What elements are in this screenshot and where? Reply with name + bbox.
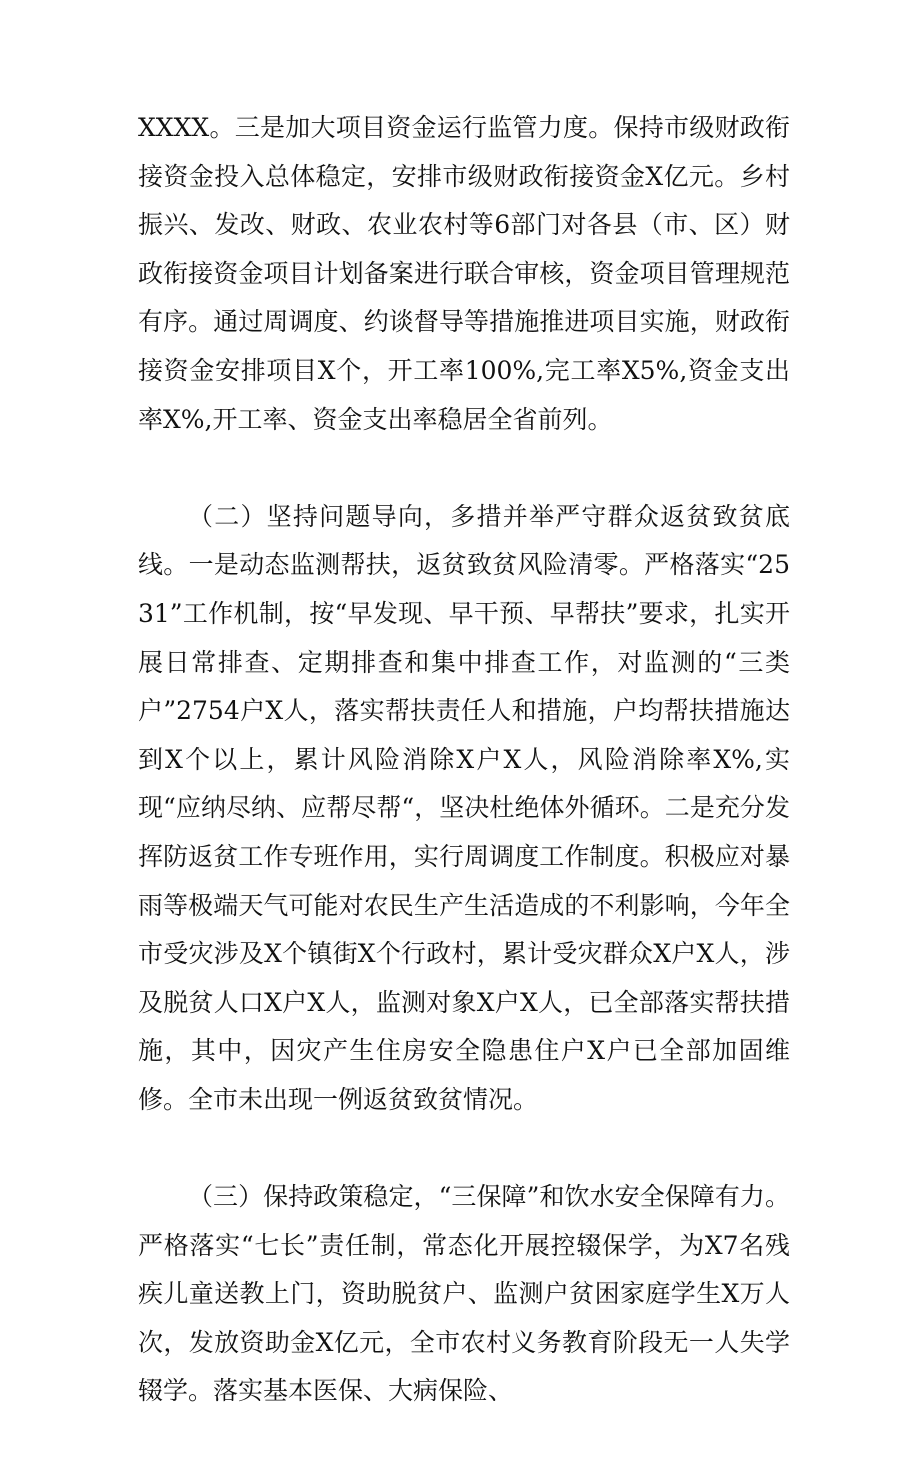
paragraph-project-funds: XXXX。三是加大项目资金运行监管力度。保持市级财政衔接资金投入总体稳定，安排市级财政衔接资金X亿元。乡村振兴、发改、财政、农业农村等6部门对各县（市、区）财政衔接资金项目计划备案进行联合审核，资金项目管理规范有序。通过周调度、约谈督导等措施推进项目实施，财政衔接资金安排项目X个，开工率100%,完工率X5%,资金支出率X%,开工率、资金支出率稳居全省前列。: [138, 113, 790, 434]
document-body: [138, 104, 790, 1465]
paragraph-policy-stability: （三）保持政策稳定，“三保障”和饮水安全保障有力。严格落实“七长”责任制，常态化开展控辍保学，为X7名残疾儿童送教上门，资助脱贫户、监测户贫困家庭学生X万人次，发放资助金X亿元，全市农村义务教育阶段无一人失学辍学。落实基本医保、大病保险、: [138, 1182, 790, 1406]
paragraph-poverty-prevention: （二）坚持问题导向，多措并举严守群众返贫致贫底线。一是动态监测帮扶，返贫致贫风险清零。严格落实“2531”工作机制，按“早发现、早干预、早帮扶”要求，扎实开展日常排查、定期排查和集中排查工作，对监测的“三类户”2754户X人，落实帮扶责任人和措施，户均帮扶措施达到X个以上，累计风险消除X户X人，风险消除率X%,实现“应纳尽纳、应帮尽帮“，坚决杜绝体外循环。二是充分发挥防返贫工作专班作用，实行周调度工作制度。积极应对暴雨等极端天气可能对农民生产生活造成的不利影响，今年全市受灾涉及X个镇街X个行政村，累计受灾群众X户X人，涉及脱贫人口X户X人，监测对象X户X人，已全部落实帮扶措施，其中，因灾产生住房安全隐患住户X户已全部加固维修。全市未出现一例返贫致贫情况。: [138, 501, 790, 1114]
